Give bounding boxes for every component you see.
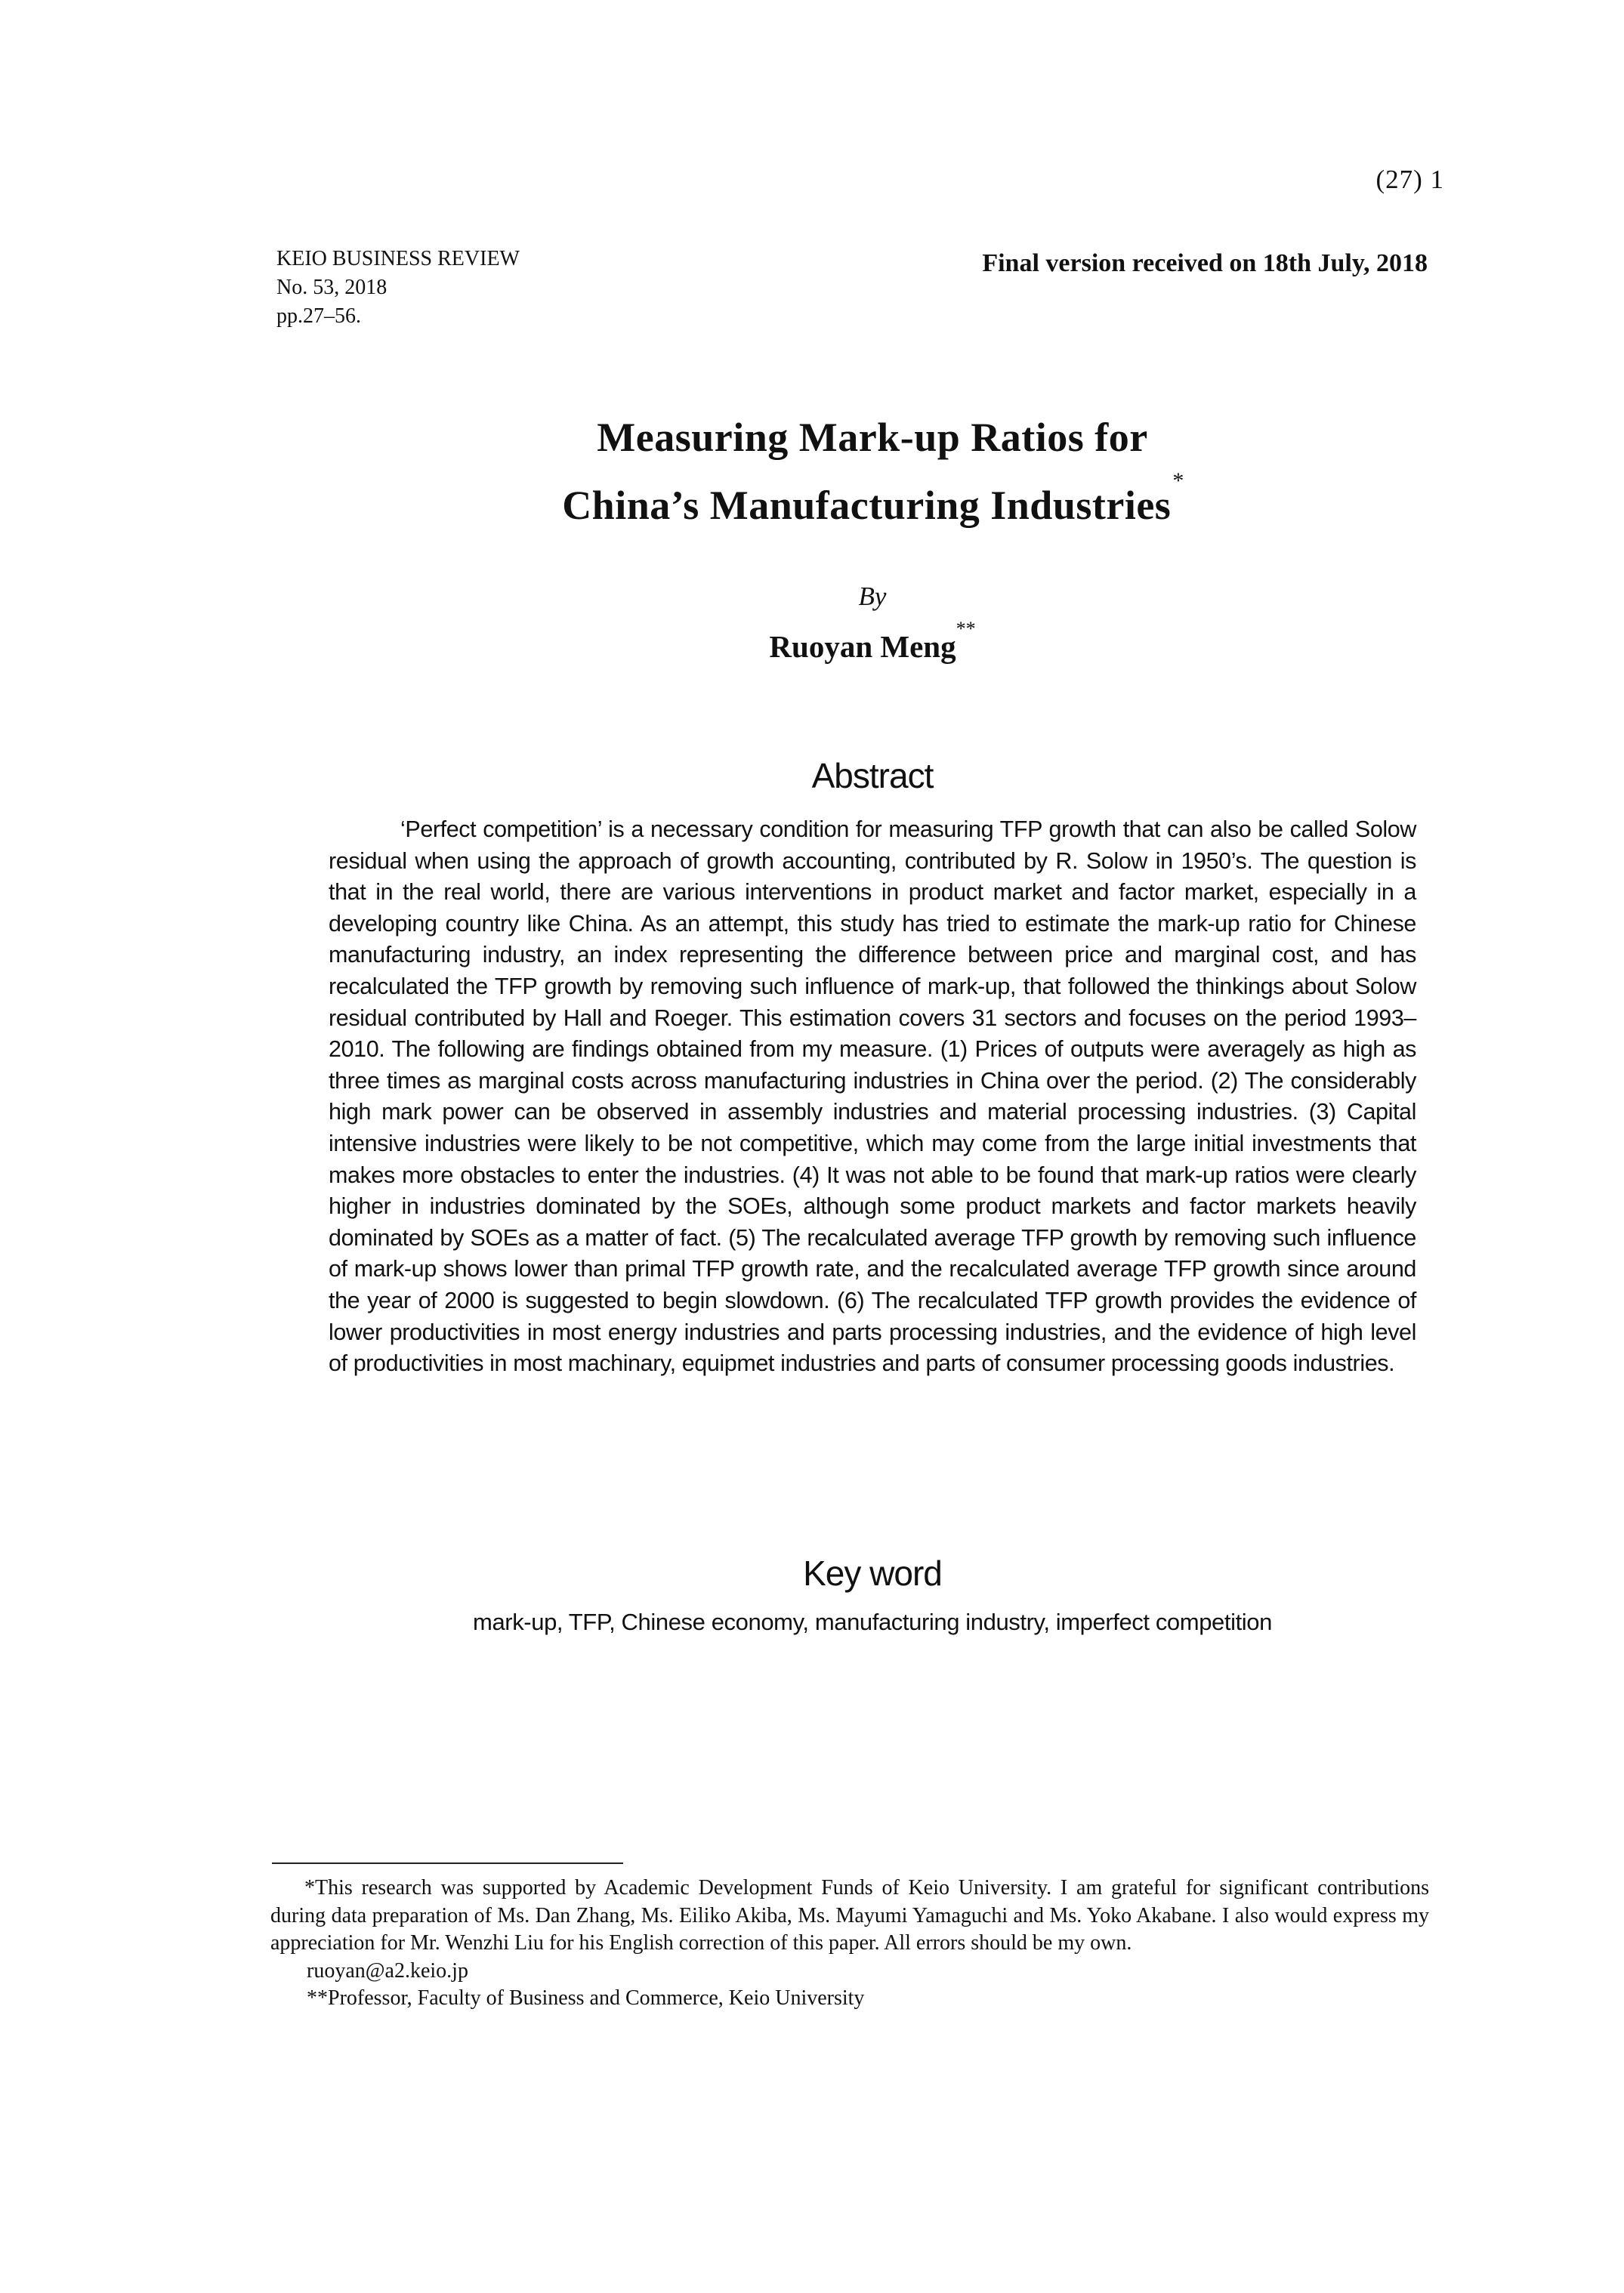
journal-pages: pp.27–56.	[276, 304, 361, 328]
author-name	[329, 618, 1416, 665]
footnote-affiliation: **Professor, Faculty of Business and Commerce, Keio University	[307, 1986, 865, 2011]
keywords-text: mark-up, TFP, Chinese economy, manufacturing industry, imperfect competition	[473, 1609, 1272, 1635]
abstract-text: ‘Perfect competition’ is a necessary condition for measuring TFP growth that can also be called Solow residual when using the approach of growth accounting, contributed by R. Solow in 1950’s. The question is that in the real world, there are various interventions in product market and factor market, especially in a developing country like China. As an attempt, this study has tried to estimate the mark-up ratio for Chinese manufacturing industry, an index representing the difference between price and marginal cost, and has recalculated the TFP growth by removing such influence of mark-up, that followed the thinkings about Solow residual contributed by Hall and Roeger. This estimation covers 31 sectors and focuses on the period 1993–2010. The following are findings obtained from my measure. (1) Prices of outputs were averagely as high as three times as marginal costs across manufacturing industries in China over the period. (2) The considerably high mark power can be observed in assembly industries and material processing industries. (3) Capital intensive industries were likely to be not competitive, which may come from the large initial investments that makes more obstacles to enter the industries. (4) It was not able to be found that mark-up ratios were clearly higher in industries dominated by the SOEs, although some product markets and factor markets heavily dominated by SOEs as a matter of fact. (5) The recalculated average TFP growth by removing such influence of mark-up shows lower than primal TFP growth rate, and the recalculated average TFP growth since around the year of 2000 is suggested to begin slowdown. (6) The recalculated TFP growth provides the evidence of lower productivities in most energy industries and parts processing industries, and the evidence of high level of productivities in most machinary, equipmet industries and parts of consumer processing goods industries.	[329, 816, 1416, 1377]
page-number: (27) 1	[1375, 165, 1444, 194]
author-name-text: Ruoyan Meng	[769, 629, 956, 664]
paper-title-line1: Measuring Mark-up Ratios for	[597, 415, 1148, 460]
abstract-heading: Abstract	[811, 756, 934, 795]
footnotes-block	[270, 1875, 1429, 2013]
journal-header	[276, 245, 520, 331]
title-footnote-marker: *	[1172, 468, 1184, 493]
received-date-line: Final version received on 18th July, 2018	[982, 249, 1428, 277]
paper-title-line2: China’s Manufacturing Industries	[562, 483, 1172, 528]
author-footnote-marker: **	[956, 618, 976, 640]
paper-title	[329, 408, 1416, 535]
footnote-email: ruoyan@a2.keio.jp	[307, 1958, 468, 1983]
footnote-acknowledgement: *This research was supported by Academic Development Funds of Keio University. I am grateful for significant contributions during data preparation of Ms. Dan Zhang, Ms. Eiliko Akiba, Ms. Mayumi Yamaguchi and Ms. Yoko Akabane. I also would express my appreciation for Mr. Wenzhi Liu for his English correction of this paper. All errors should be my own.	[270, 1876, 1429, 1955]
journal-name: KEIO BUSINESS REVIEW	[276, 247, 520, 270]
journal-issue: No. 53, 2018	[276, 276, 387, 299]
byline: By	[858, 582, 887, 611]
footnote-rule	[272, 1862, 623, 1864]
keyword-heading: Key word	[803, 1554, 942, 1593]
